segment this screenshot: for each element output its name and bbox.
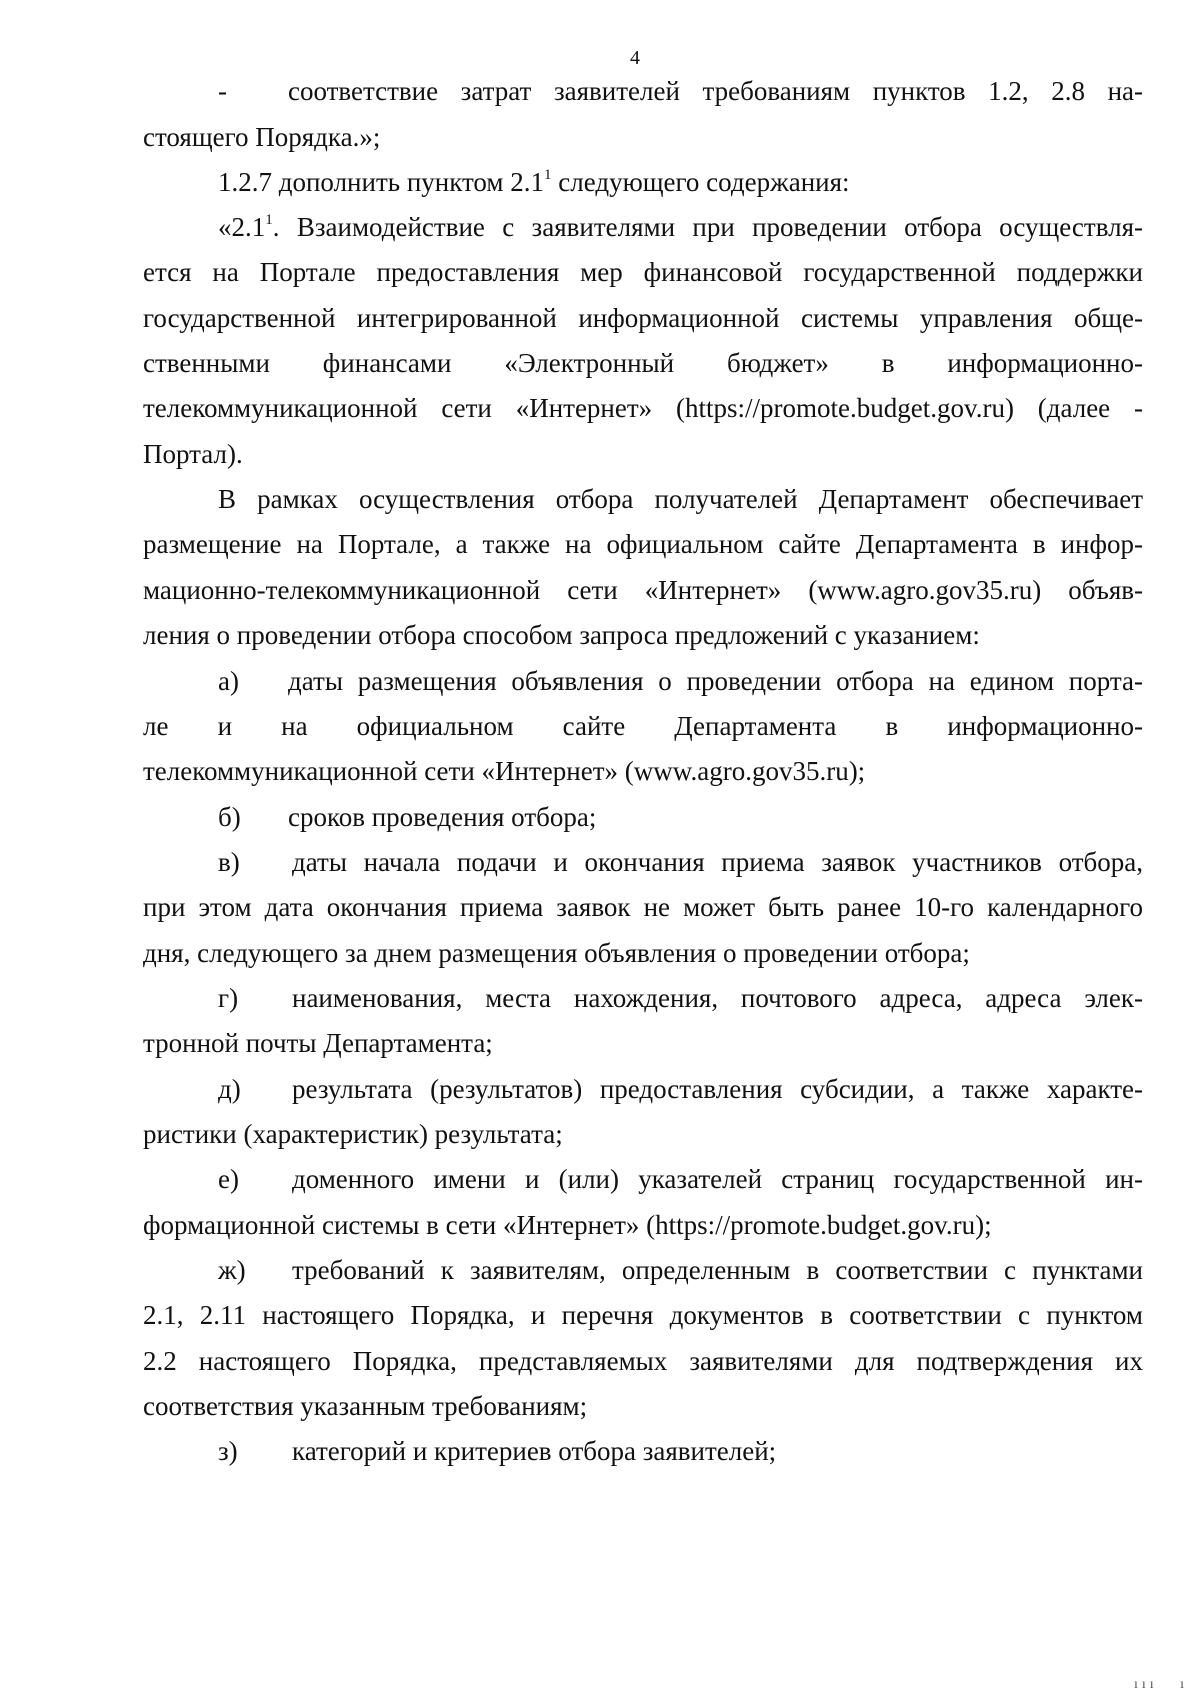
text-line: ется на Портале предоставления мер финансовой государственной поддержки xyxy=(143,257,1143,287)
list-item: е) доменного имени и (или) указателей страниц государственной ин- xyxy=(218,1164,1143,1194)
text-line: 2.2 настоящего Порядка, представляемых заявителями для подтверждения их xyxy=(143,1346,1143,1376)
list-marker: ж) xyxy=(218,1255,246,1285)
text-line: 1.2.7 дополнить пунктом $2.1^1$ следующего содержания: xyxy=(218,167,850,197)
text-line: мационно-телекоммуникационной сети «Интернет» (www.agro.gov35.ru) объяв- xyxy=(143,575,1143,605)
list-marker: б) xyxy=(218,802,241,832)
scan-artifact: ııı ı xyxy=(1133,1677,1188,1692)
text-line: тронной почты Департамента; xyxy=(143,1028,493,1058)
list-item: в) даты начала подачи и окончания приема заявок участников отбора, xyxy=(218,847,1143,877)
list-marker: - xyxy=(218,76,227,106)
list-marker: д) xyxy=(218,1074,241,1104)
text-line: при этом дата окончания приема заявок не может быть ранее 10-го календарного xyxy=(143,892,1143,922)
list-marker: г) xyxy=(218,983,239,1013)
list-item: б) сроков проведения отбора; xyxy=(218,802,597,832)
text-line: соответствия указанным требованиям; xyxy=(143,1391,588,1421)
list-marker: в) xyxy=(218,847,240,877)
list-marker: з) xyxy=(218,1436,238,1466)
text-line: - соответствие затрат заявителей требованиям пунктов 1.2, 2.8 на- xyxy=(218,76,1143,106)
text-line: формационной системы в сети «Интернет» (https://promote.budget.gov.ru); xyxy=(143,1210,992,1240)
list-marker: е) xyxy=(218,1164,239,1194)
text-line: ственными финансами «Электронный бюджет» в информационно- xyxy=(143,348,1143,378)
text-line: ления о проведении отбора способом запроса предложений с указанием: xyxy=(143,620,980,650)
text-line: «$2.1^1$. Взаимодействие с заявителями при проведении отбора осуществля- xyxy=(218,212,1143,242)
text-line: Портал). xyxy=(143,439,243,469)
list-item: а) даты размещения объявления о проведении отбора на едином порта- xyxy=(218,666,1143,696)
text-line: дня, следующего за днем размещения объявления о проведении отбора; xyxy=(143,938,970,968)
list-item: ж) требований к заявителям, определенным в соответствии с пунктами xyxy=(218,1255,1143,1285)
list-marker: а) xyxy=(218,666,239,696)
text-line: телекоммуникационной сети «Интернет» (https://promote.budget.gov.ru) (далее - xyxy=(143,393,1143,423)
list-item: г) наименования, места нахождения, почтового адреса, адреса элек- xyxy=(218,983,1143,1013)
list-item: д) результата (результатов) предоставления субсидии, а также характе- xyxy=(218,1074,1143,1104)
text-line: телекоммуникационной сети «Интернет» (www.agro.gov35.ru); xyxy=(143,756,866,786)
text-line: ле и на официальном сайте Департамента в информационно- xyxy=(143,711,1143,741)
text-line: государственной интегрированной информационной системы управления обще- xyxy=(143,303,1143,333)
text-line: размещение на Портале, а также на официальном сайте Департамента в инфор- xyxy=(143,529,1143,559)
text-line: 2.1, 2.11 настоящего Порядка, и перечня документов в соответствии с пунктом xyxy=(143,1300,1143,1330)
page-number: 4 xyxy=(630,47,640,69)
text-line: стоящего Порядка.»; xyxy=(143,122,381,152)
text-line: В рамках осуществления отбора получателей Департамент обеспечивает xyxy=(218,484,1143,514)
list-item: з) категорий и критериев отбора заявителей; xyxy=(218,1436,777,1466)
text-line: ристики (характеристик) результата; xyxy=(143,1119,563,1149)
